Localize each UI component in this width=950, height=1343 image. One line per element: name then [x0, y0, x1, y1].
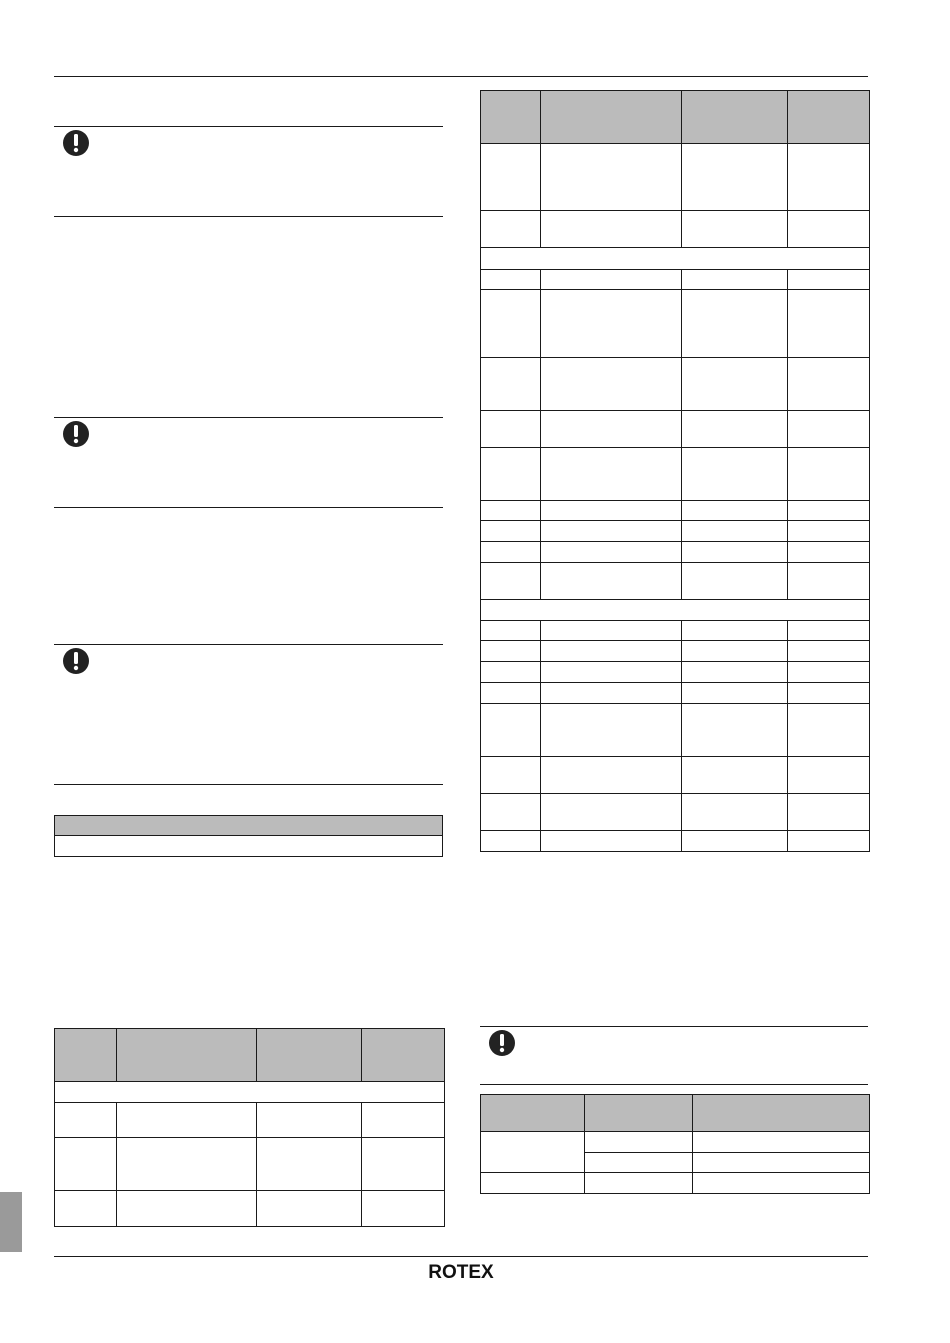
table-row — [481, 358, 870, 411]
exclamation-icon — [487, 1028, 517, 1058]
table-row — [481, 521, 870, 542]
table-header-cell — [117, 1029, 257, 1082]
table-row — [481, 563, 870, 600]
table-row — [55, 1138, 445, 1191]
notice-2-bottom-rule — [54, 507, 443, 508]
table-row — [481, 757, 870, 794]
notice-1-bottom-rule — [54, 216, 443, 217]
table-row — [481, 662, 870, 683]
left-table — [54, 1028, 445, 1227]
table-row — [481, 501, 870, 521]
table-header-cell — [55, 1029, 117, 1082]
table-header-cell — [682, 91, 788, 144]
notice-4-top-rule — [480, 1026, 868, 1027]
table-header-row — [55, 1029, 445, 1082]
table-section-cell — [55, 1082, 445, 1103]
info-box — [54, 815, 443, 857]
svg-text:ROTEX: ROTEX — [428, 1262, 494, 1283]
table-header-cell — [257, 1029, 362, 1082]
table-row — [481, 683, 870, 704]
table-section-cell — [481, 248, 870, 270]
table-row — [481, 448, 870, 501]
table-row — [481, 211, 870, 248]
notice-1-top-rule — [54, 126, 443, 127]
chapter-tab — [0, 1192, 22, 1252]
table-row — [55, 1103, 445, 1138]
table-row — [481, 704, 870, 757]
exclamation-icon — [61, 419, 91, 449]
table-row — [481, 641, 870, 662]
table-row — [481, 290, 870, 358]
exclamation-icon — [61, 128, 91, 158]
table-header-cell — [481, 1095, 585, 1132]
table-row — [481, 270, 870, 290]
right-small-table — [480, 1094, 870, 1194]
table-section-row — [481, 248, 870, 270]
table-row — [481, 411, 870, 448]
table-row — [481, 831, 870, 852]
rotex-logo — [426, 1258, 496, 1284]
table-row — [481, 1173, 870, 1194]
table-row — [481, 144, 870, 211]
footer-rule — [54, 1256, 868, 1257]
table-section-row — [55, 1082, 445, 1103]
table-section-cell — [481, 600, 870, 621]
notice-2-top-rule — [54, 417, 443, 418]
table-header-row — [481, 1095, 870, 1132]
notice-4-bottom-rule — [480, 1084, 868, 1085]
right-table — [480, 90, 870, 852]
table-row — [481, 1132, 870, 1153]
table-header-cell — [693, 1095, 870, 1132]
header-rule — [54, 76, 868, 77]
table-header-cell — [585, 1095, 693, 1132]
info-box-header — [55, 816, 442, 836]
table-header-cell — [541, 91, 682, 144]
table-header-row — [481, 91, 870, 144]
table-row — [481, 542, 870, 563]
table-section-row — [481, 600, 870, 621]
notice-3-top-rule — [54, 644, 443, 645]
table-header-cell — [362, 1029, 445, 1082]
exclamation-icon — [61, 646, 91, 676]
table-row — [481, 621, 870, 641]
table-header-cell — [481, 91, 541, 144]
table-row — [481, 794, 870, 831]
table-row — [55, 1191, 445, 1227]
notice-3-bottom-rule — [54, 784, 443, 785]
table-header-cell — [788, 91, 870, 144]
